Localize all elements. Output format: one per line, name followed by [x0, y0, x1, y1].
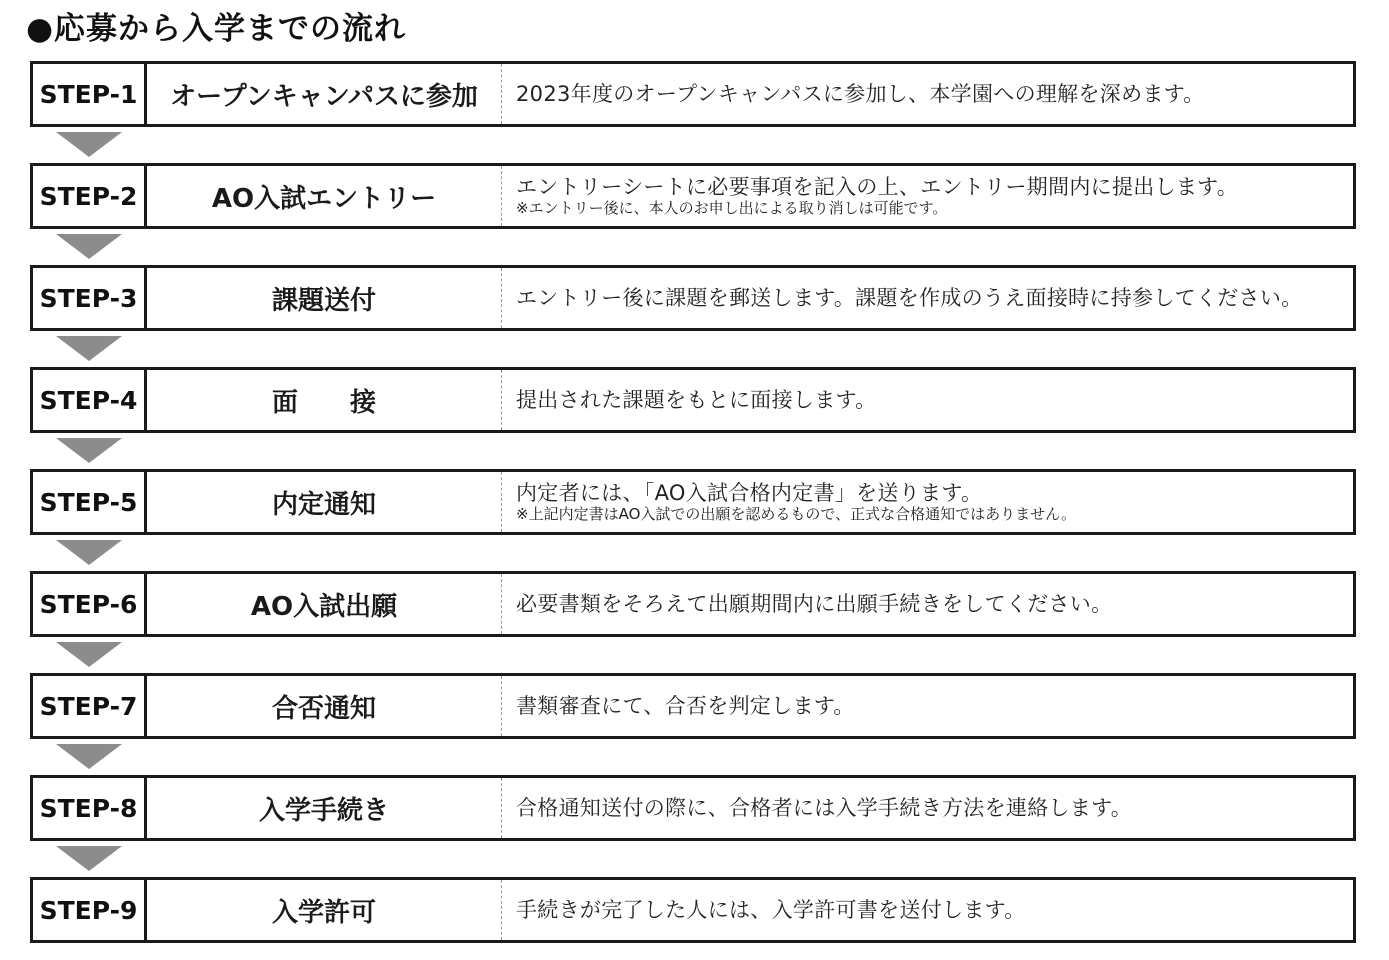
step-name: 合否通知 [147, 676, 502, 736]
step-name: オープンキャンパスに参加 [147, 64, 502, 124]
step-description: 2023年度のオープンキャンパスに参加し、本学園への理解を深めます。 [516, 81, 1205, 106]
step-note: ※エントリー後に、本人のお申し出による取り消しは可能です。 [516, 198, 948, 217]
step-name: 面 接 [147, 370, 502, 430]
down-arrow-icon [56, 438, 122, 463]
step-label: STEP-2 [33, 166, 147, 226]
step-label: STEP-6 [33, 574, 147, 634]
step-description-box [502, 370, 1353, 430]
admission-flow [30, 61, 1356, 943]
step-label: STEP-9 [33, 880, 147, 940]
step-row-5 [30, 469, 1356, 535]
step-description-box [502, 64, 1353, 124]
step-label: STEP-7 [33, 676, 147, 736]
down-arrow-icon [56, 846, 122, 871]
step-row-9 [30, 877, 1356, 943]
step-description: エントリーシートに必要事項を記入の上、エントリー期間内に提出します。 [516, 174, 1239, 199]
step-description: 内定者には、「AO入試合格内定書」を送ります。 [516, 480, 983, 505]
page-title: ●応募から入学までの流れ [26, 11, 407, 47]
step-row-6 [30, 571, 1356, 637]
step-row-4 [30, 367, 1356, 433]
step-name: AO入試エントリー [147, 166, 502, 226]
step-description-box [502, 778, 1353, 838]
step-description-box [502, 268, 1353, 328]
down-arrow-icon [56, 744, 122, 769]
step-description-box [502, 676, 1353, 736]
step-description: 手続きが完了した人には、入学許可書を送付します。 [516, 897, 1026, 922]
step-label: STEP-1 [33, 64, 147, 124]
step-row-7 [30, 673, 1356, 739]
step-description: 提出された課題をもとに面接します。 [516, 387, 877, 412]
step-description-box [502, 574, 1353, 634]
step-description: 必要書類をそろえて出願期間内に出願手続きをしてください。 [516, 591, 1113, 616]
down-arrow-icon [56, 540, 122, 565]
down-arrow-icon [56, 234, 122, 259]
step-name: 課題送付 [147, 268, 502, 328]
step-row-8 [30, 775, 1356, 841]
step-label: STEP-4 [33, 370, 147, 430]
step-description: 書類審査にて、合否を判定します。 [516, 693, 855, 718]
step-description-box [502, 166, 1353, 226]
step-note: ※上記内定書はAO入試での出願を認めるもので、正式な合格通知ではありません。 [516, 504, 1076, 523]
step-description-box [502, 880, 1353, 940]
step-row-2 [30, 163, 1356, 229]
step-label: STEP-8 [33, 778, 147, 838]
step-name: 入学手続き [147, 778, 502, 838]
step-description: エントリー後に課題を郵送します。課題を作成のうえ面接時に持参してください。 [516, 285, 1303, 310]
step-name: 入学許可 [147, 880, 502, 940]
step-description: 合格通知送付の際に、合格者には入学手続き方法を連絡します。 [516, 795, 1133, 820]
step-label: STEP-3 [33, 268, 147, 328]
step-description-box [502, 472, 1353, 532]
down-arrow-icon [56, 132, 122, 157]
step-row-1 [30, 61, 1356, 127]
down-arrow-icon [56, 642, 122, 667]
down-arrow-icon [56, 336, 122, 361]
step-name: AO入試出願 [147, 574, 502, 634]
step-name: 内定通知 [147, 472, 502, 532]
step-row-3 [30, 265, 1356, 331]
step-label: STEP-5 [33, 472, 147, 532]
